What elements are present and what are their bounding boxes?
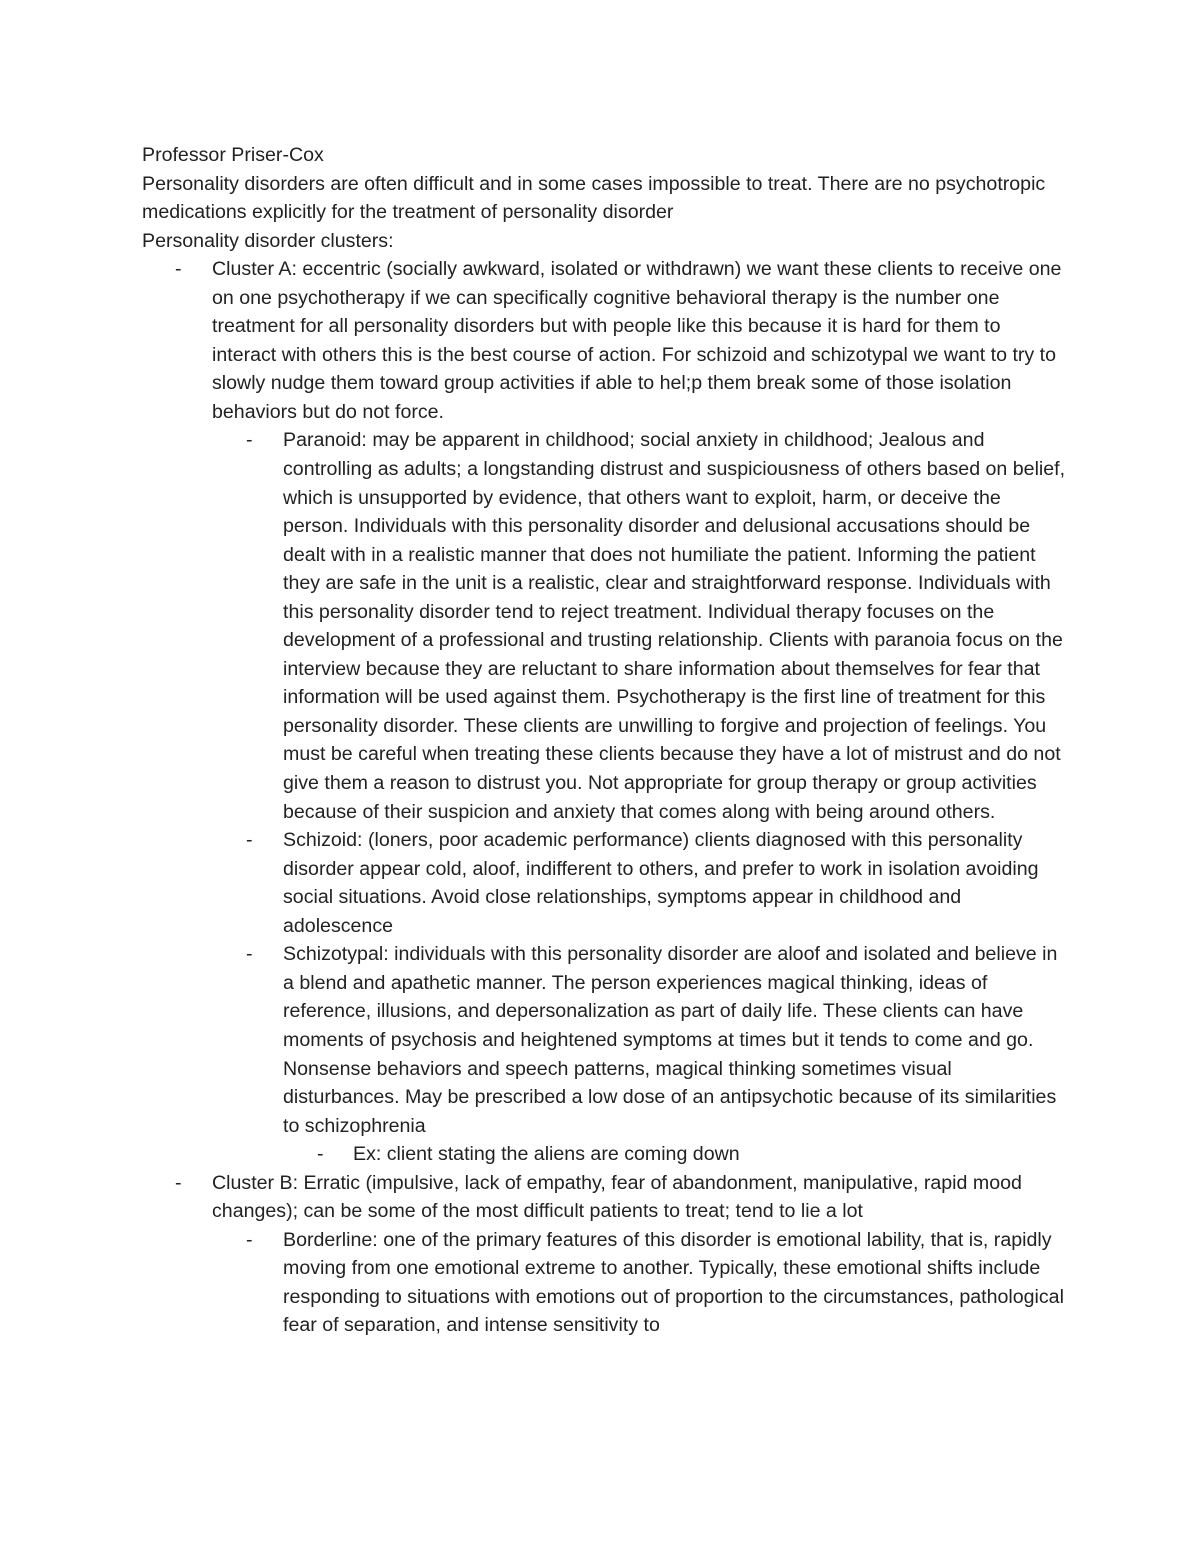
list-item-schizotypal-example xyxy=(317,1140,1067,1169)
cluster-a-sublist xyxy=(212,426,1067,1168)
cluster-b-sublist xyxy=(212,1226,1067,1340)
list-item-paranoid xyxy=(246,426,1067,826)
list-item-cluster-b xyxy=(175,1169,1067,1340)
borderline-text: Borderline: one of the primary features of this disorder is emotional lability, that is, rapidly moving from one emotional extreme to another. Typically, these emotional shifts include responding to situations with emotions out of proportion to the circumstances, pathological fear of separation, and intense sensitivity to xyxy=(283,1228,1064,1337)
cluster-b-text: Cluster B: Erratic (impulsive, lack of empathy, fear of abandonment, manipulative, rapid mood changes); can be some of the most difficult patients to treat; tend to lie a lot xyxy=(212,1171,1022,1223)
intro-paragraph: Personality disorders are often difficult and in some cases impossible to treat. There are no psychotropic medications explicitly for the treatment of personality disorder xyxy=(142,172,1046,224)
schizotypal-text: Schizotypal: individuals with this personality disorder are aloof and isolated and believe in a blend and apathetic manner. The person experiences magical thinking, ideas of reference, illusions, and depersonalization as part of daily life. These clients can have moments of psychosis and heightened symptoms at times but it tends to come and go. Nonsense behaviors and speech patterns, magical thinking sometimes visual disturbances. May be prescribed a low dose of an antipsychotic because of its similarities to schizophrenia xyxy=(283,943,1058,1137)
bullet-dash: - xyxy=(317,1143,324,1166)
clusters-label: Personality disorder clusters: xyxy=(142,229,394,252)
bullet-dash: - xyxy=(175,258,182,281)
professor-heading: Professor Priser-Cox xyxy=(142,144,324,166)
bullet-dash: - xyxy=(175,1171,182,1194)
cluster-list xyxy=(142,255,1067,1340)
list-item-cluster-a xyxy=(175,255,1067,1169)
bullet-dash: - xyxy=(246,829,253,852)
schizoid-text: Schizoid: (loners, poor academic performance) clients diagnosed with this personality disorder appear cold, aloof, indifferent to others, and prefer to work in isolation avoiding social situations. Avoid close relationships, symptoms appear in childhood and adolescence xyxy=(283,829,1039,937)
paranoid-text: Paranoid: may be apparent in childhood; social anxiety in childhood; Jealous and controlling as adults; a longstanding distrust and suspiciousness of others based on belief, which is unsupported by evidence, that others want to exploit, harm, or deceive the person. Individuals with this personality disorder and delusional accusations should be dealt with in a realistic manner that does not humiliate the patient. Informing the patient they are safe in the unit is a realistic, clear and straightforward response. Individuals with this personality disorder tend to reject treatment. Individual therapy focuses on the development of a professional and trusting relationship. Clients with paranoia focus on the interview because they are reluctant to share information about themselves for fear that information will be used against them. Psychotherapy is the first line of treatment for this personality disorder. These clients are unwilling to forgive and projection of feelings. You must be careful when treating these clients because they have a lot of mistrust and do not give them a reason to distrust you. Not appropriate for group therapy or group activities because of their suspicion and anxiety that comes along with being around others. xyxy=(283,429,1066,823)
list-item-borderline xyxy=(246,1226,1067,1340)
cluster-a-text: Cluster A: eccentric (socially awkward, isolated or withdrawn) we want these clients to receive one on one psychotherapy if we can specifically cognitive behavioral therapy is the number one treatment for all personality disorders but with people like this because it is hard for them to interact with others this is the best course of action. For schizoid and schizotypal we want to try to slowly nudge them toward group activities if able to hel;p them break some of those isolation behaviors but do not force. xyxy=(212,258,1062,423)
bullet-dash: - xyxy=(246,943,253,966)
schizotypal-sublist xyxy=(283,1140,1067,1169)
list-item-schizotypal xyxy=(246,940,1067,1168)
schizotypal-example-text: Ex: client stating the aliens are coming down xyxy=(353,1143,740,1166)
bullet-dash: - xyxy=(246,1228,253,1251)
bullet-dash: - xyxy=(246,429,253,452)
list-item-schizoid xyxy=(246,826,1067,940)
document-body xyxy=(142,141,1067,1340)
